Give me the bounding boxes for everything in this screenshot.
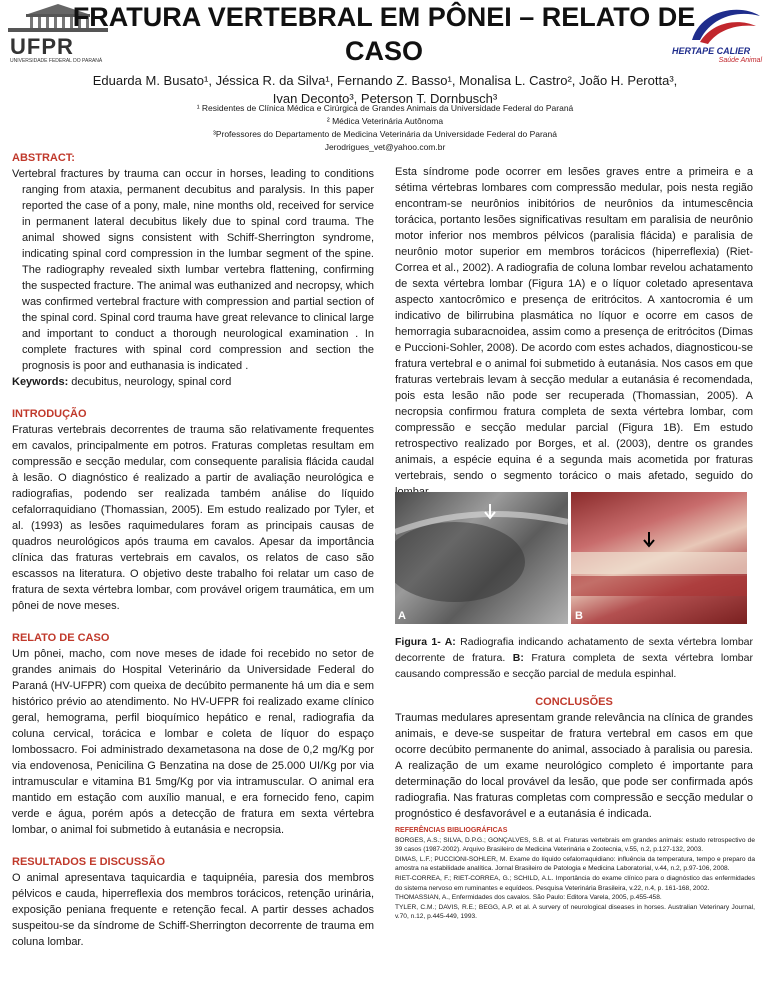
case-text: Um pônei, macho, com nove meses de idade foi recebido no setor de grandes animais do Hospital Veterinário da Universidade Federal do Paraná (HV-UFPR) com queixa de decúbito permanente há um dia e sem histórico prévio ao atendimento. No HV-UFPR foi realizado exame clínico geral, hemograma, perfil bioquímico hepático e renal, radiografia da coluna cervical, torácica e lombar e coleta de líquor do espaço lombossacro. Foi administrado dexametasona na dose de 0,2 mg/Kg por via endovenosa, Penicilina G Benzatina na dose de 25.000 UI/Kg por via intramuscular e vitamina B1 5mg/Kg por via intramuscular. O animal era mantido em estação com auxílio manual, e era fornecido feno, capim verde e água, porém após a detecção de fratura em sexta vértebra lombar, o animal foi submetido à eutanásia e necropsia.: [12, 648, 374, 836]
figure-1: [395, 492, 747, 624]
left-column: [12, 150, 374, 950]
figure-label-a: A: [398, 610, 406, 622]
authors-line-1: Eduarda M. Busato¹, Jéssica R. da Silva¹, Fernando Z. Basso¹, Monalisa L. Castro², João H. Perotta³,: [92, 73, 678, 88]
reference-item: TYLER, C.M.; DAVIS, R.E.; BEGG, A.P. et al. A survery of neurological diseases in horses. Australian Veterinary Journal, v.70, n.12, p.445-449, 1993.: [395, 903, 755, 921]
caption-b-text: Fratura completa de sexta vértebra lombar causando compressão e secção parcial de medula espinhal.: [395, 652, 753, 680]
poster-title: FRATURA VERTEBRAL EM PÔNEI – RELATO DE CASO: [72, 2, 696, 66]
discussion-continued: Esta síndrome pode ocorrer em lesões graves entre a primeira e a sétima vértebras lombares com compressão medular, pois nesta região encontram-se neurônios inibitórios de neurônios da intumescência torácica, portanto lesões significativas resultam em paralisia de neurônio motor inferior nos membros pélvicos (paralisia flácida) e paralisia de neurônio motor superior em membros torácicos (hiperreflexia) (Riet-Correa et al., 2002). A radiografia de coluna lombar revelou achatamento de sexta vértebra lombar (Figura 1A) e o líquor coletado apresentava aspecto xantocrômico e presença de eritrócitos. A xantocromia é um indicativo de bilirrubina plasmática no líquor e ocorre em casos de hemorragia subaracnoidea, assim como a presença de eritrócitos (Dimas e Puccioni-Sohler, 2008). De acordo com estes achados, diagnosticou-se fratura vertebral e o animal foi submetido à eutanásia. Nos casos em que fraturas vertebrais levam à secção medular a eutanásia é recomendada, pois esta lesão não pode ser recuperada (Thomassian, 2005). A necropsia confirmou fratura completa de sexta vértebra lombar, com compressão e secção medular parcial (Figura 1B). Em estudo retrospectivo realizado por Borges, et al. (2003), dentre os grandes animais, a espécie equina é a segunda mais acometida por fraturas vertebrais, sendo o segmento torácico o mais afetado, seguido do: [395, 166, 753, 482]
reference-item: BORGES, A.S.; SILVA, D.P.G.; GONÇALVES, S.B. et al. Fraturas vertebrais em grandes animais: estudo retrospectivo de 39 casos (1987-2002). Arquivo Brasileiro de Medicina Veterinária e Zootecnia, v.55, n.2, p.127-132, 2003.: [395, 836, 755, 854]
affiliation-3: ³Professores do Departamento de Medicina Veterinária da Universidade Federal do Paraná: [213, 129, 557, 139]
reference-item: THOMASSIAN, A., Enfermidades dos cavalos. São Paulo: Editora Varela, 2005, p.455-458.: [395, 894, 662, 902]
hertape-name: HERTAPE CALIER: [672, 46, 751, 56]
reference-item: RIET-CORREA, F.; RIET-CORREA, G.; SCHILD, A.L. Importância do exame clínico para o diagnóstico das enfermidades do sistema nervoso em ruminantes e equídeos. Pesquisa Veterinária Brasileira, v.22, n.4, p. 161-168, 2002.: [395, 874, 755, 892]
references-heading: REFERÊNCIAS BIBLIOGRÁFICAS: [395, 827, 508, 834]
necropsy-image: [571, 492, 747, 624]
conclusions-block: [395, 694, 753, 822]
figure-label-b: B: [575, 610, 583, 622]
authors-line-2: Ivan Deconto³, Peterson T. Dornbusch³: [272, 91, 498, 106]
references: [395, 826, 755, 922]
caption-a-text: Radiografia indicando achatamento de sexta vértebra lombar decorrente de fratura.: [395, 636, 753, 664]
abstract-text: Vertebral fractures by trauma can occur in horses, leading to conditions ranging from ataxia, permanent decubitus and paralysis. In this paper reported the case of a pony, male, nine months old, received for service in permanent lateral decubitus likely due to spinal cord trauma. The animal showed signs consistent with Schiff-Sherrington syndrome, indicating spinal cord compression in the lumbar segment of the spine. The radiography revealed sixth lumbar vertebra flattening, confirming the suspected fracture. The animal was euthanized and necropsy, which was confirmed vertebral fracture with compression and partial section of the spinal cord. Spinal cord trauma have great relevance to clinical large and important to conduct a thorough neurological examination . In complete fractures with spinal cord compression and section the prognosis is poor and euthanasia is indicated .: [12, 168, 374, 372]
right-column-text: [395, 164, 753, 500]
affiliation-1: ¹ Residentes de Clínica Médica e Cirúrgica de Grandes Animais da Universidade Federal do Paraná: [196, 103, 574, 113]
radiograph-image: [395, 492, 568, 624]
ufpr-subtitle: UNIVERSIDADE FEDERAL DO PARANÁ: [10, 58, 103, 64]
conclusions-text: Traumas medulares apresentam grande relevância na clínica de grandes animais, e deve-se suspeitar de fratura vertebral em casos em que ocorre decúbito permanente do animal, associado à paralisia ou paresia. A realização de um exame neurológico completo é importante para determinação do local provável da lesão, que pode ser confirmada após radiografia. Nas fraturas completas com compressão e secção medular o prognóstico é desfavorável e a eutanásia é indicada.: [395, 712, 753, 820]
radiograph-drawing: [395, 492, 568, 624]
affiliations: [100, 102, 670, 154]
conclusions-heading: CONCLUSÕES: [535, 696, 613, 708]
intro-heading: INTRODUÇÃO: [12, 408, 87, 420]
intro-text: Fraturas vertebrais decorrentes de trauma são relativamente frequentes em cavalos, principalmente em potros. Fraturas completas resultam em compressão e secção medular, com consequente paralisia flácida caudal à lesão. O diagnóstico é realizado a partir de avaliação neurológica e radiografias, podendo ser realizada também análise do líquido cefalorraquidiano (Thomassian, 2005). Em estudo realizado por Tyler, et al. (1993) as lesões raquimedulares foram as principais causas de quadros neurológicos após trauma em cavalos. Apesar da importância clínica das fraturas vertebrais em cavalos, os relatos de caso são escassos na literatura. O objetivo deste trabalho foi relatar um caso de fratura de sexta vértebra lombar, com provável origem traumática, em um pônei de nove meses.: [12, 424, 374, 612]
abstract-heading: ABSTRACT:: [12, 152, 75, 164]
ufpr-wordmark: UFPR: [10, 34, 74, 59]
case-heading: RELATO DE CASO: [12, 632, 110, 644]
contact-email: Jerodrigues_vet@yahoo.com.br: [324, 142, 446, 152]
caption-a-label: Figura 1- A:: [395, 636, 456, 648]
results-text: O animal apresentava taquicardia e taquipnéia, paresia dos membros pélvicos e cauda, hiperreflexia dos membros torácicos, retenção urinária, exposição peniana frequente e retenção fecal. A partir desses achados suspeitou-se da síndrome de Schiff-Sherrington decorrente de trauma em coluna lombar.: [12, 872, 374, 948]
keywords-value: decubitus, neurology, spinal cord: [68, 376, 232, 388]
keywords-label: Keywords:: [12, 376, 69, 388]
affiliation-2: ² Médica Veterinária Autônoma: [326, 116, 444, 126]
caption-b-label: B:: [512, 652, 524, 664]
necropsy-drawing: [571, 492, 747, 624]
hertape-tagline: Saúde Animal: [718, 57, 762, 64]
keywords: [12, 374, 374, 390]
reference-item: DIMAS, L.F.; PUCCIONI-SOHLER, M. Exame do líquido cefalorraquidiano: influência da temperatura, tempo e preparo da amostra na estabilidade analítica. Jornal Brasileiro de Patologia e Medicina Laboratorial, v.44, n.2, p.97-106, 2008.: [395, 855, 755, 873]
results-heading: RESULTADOS E DISCUSSÃO: [12, 856, 165, 868]
figure-caption: [395, 634, 753, 682]
